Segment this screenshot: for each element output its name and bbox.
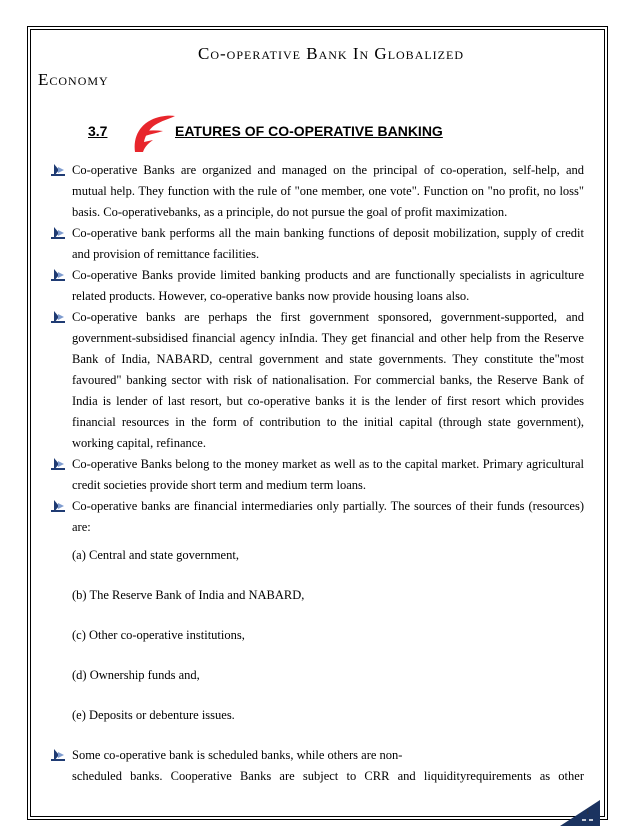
source-item: (d) Ownership funds and,: [72, 668, 200, 682]
source-item: (c) Other co-operative institutions,: [72, 628, 245, 642]
source-item: (b) The Reserve Bank of India and NABARD,: [72, 588, 305, 602]
bullet-marker-icon: [51, 226, 65, 240]
bullet-text: Co-operative Banks are organized and managed on the principal of co-operation, self-help, and mutual help. They function with the rule of "one member, one vote". Function on "no profit, no loss" basis. Co-operativebanks, as a principle, do not pursue the goal of profit maximization.: [72, 163, 584, 219]
bullet-item: [72, 496, 584, 538]
bullet-text: Co-operative bank performs all the main banking functions of deposit mobilization, supply of credit and provision of remittance facilities.: [72, 226, 584, 261]
bullet-text: Co-operative Banks belong to the money market as well as to the capital market. Primary agricultural credit societies provide short term and medium term loans.: [72, 457, 584, 492]
bullet-marker-icon: [51, 268, 65, 282]
bullet-text: Co-operative banks are financial intermediaries only partially. The sources of their funds (resources) are:: [72, 499, 584, 534]
bullet-text: Some co-operative bank is scheduled banks, while others are non-: [72, 748, 403, 762]
stylized-f-logo-icon: [125, 112, 177, 156]
continuation-text: scheduled banks. Cooperative Banks are subject to CRR and liquidityrequirements as other: [72, 769, 584, 783]
bullet-text: Co-operative Banks provide limited banking products and are functionally specialists in agriculture related products. However, co-operative banks now provide housing loans also.: [72, 268, 584, 303]
source-item: (a) Central and state government,: [72, 548, 239, 562]
bullet-item: [72, 745, 584, 766]
sources-list: [72, 538, 584, 735]
bullet-marker-icon: [51, 499, 65, 513]
header-title-line1: Co-operative Bank In Globalized: [198, 44, 465, 63]
content-body: [72, 160, 584, 787]
bullet-item: [72, 160, 584, 223]
header-title-line2: Economy: [38, 70, 109, 89]
section-heading: [88, 112, 588, 156]
bullet-item: [72, 307, 584, 454]
bullet-text: Co-operative banks are perhaps the first government sponsored, government-supported, and government-subsidised financial agency inIndia. They get financial and other help from the Reserve Bank of India, NABARD, central government and state governments. They constitute the"most favoured" banking sector with risk of nationalisation. For commercial banks, the Reserve Bank of India is lender of last resort, but co-operative banks it is the lender of first resort which provides financial resources in the form of contribution to the initial capital (through state government), working capital, refinance.: [72, 310, 584, 450]
bullet-item: [72, 265, 584, 307]
bullet-marker-icon: [51, 457, 65, 471]
bullet-marker-icon: [51, 310, 65, 324]
bullet-item: [72, 223, 584, 265]
section-number: 3.7: [88, 123, 108, 139]
corner-decoration-icon: [560, 800, 600, 826]
bullet-marker-icon: [51, 748, 65, 762]
bullet-item: [72, 454, 584, 496]
section-title: EATURES OF CO-OPERATIVE BANKING: [175, 123, 443, 139]
source-item: (e) Deposits or debenture issues.: [72, 708, 235, 722]
page-number: 1: [586, 808, 590, 816]
bullet-marker-icon: [51, 163, 65, 177]
